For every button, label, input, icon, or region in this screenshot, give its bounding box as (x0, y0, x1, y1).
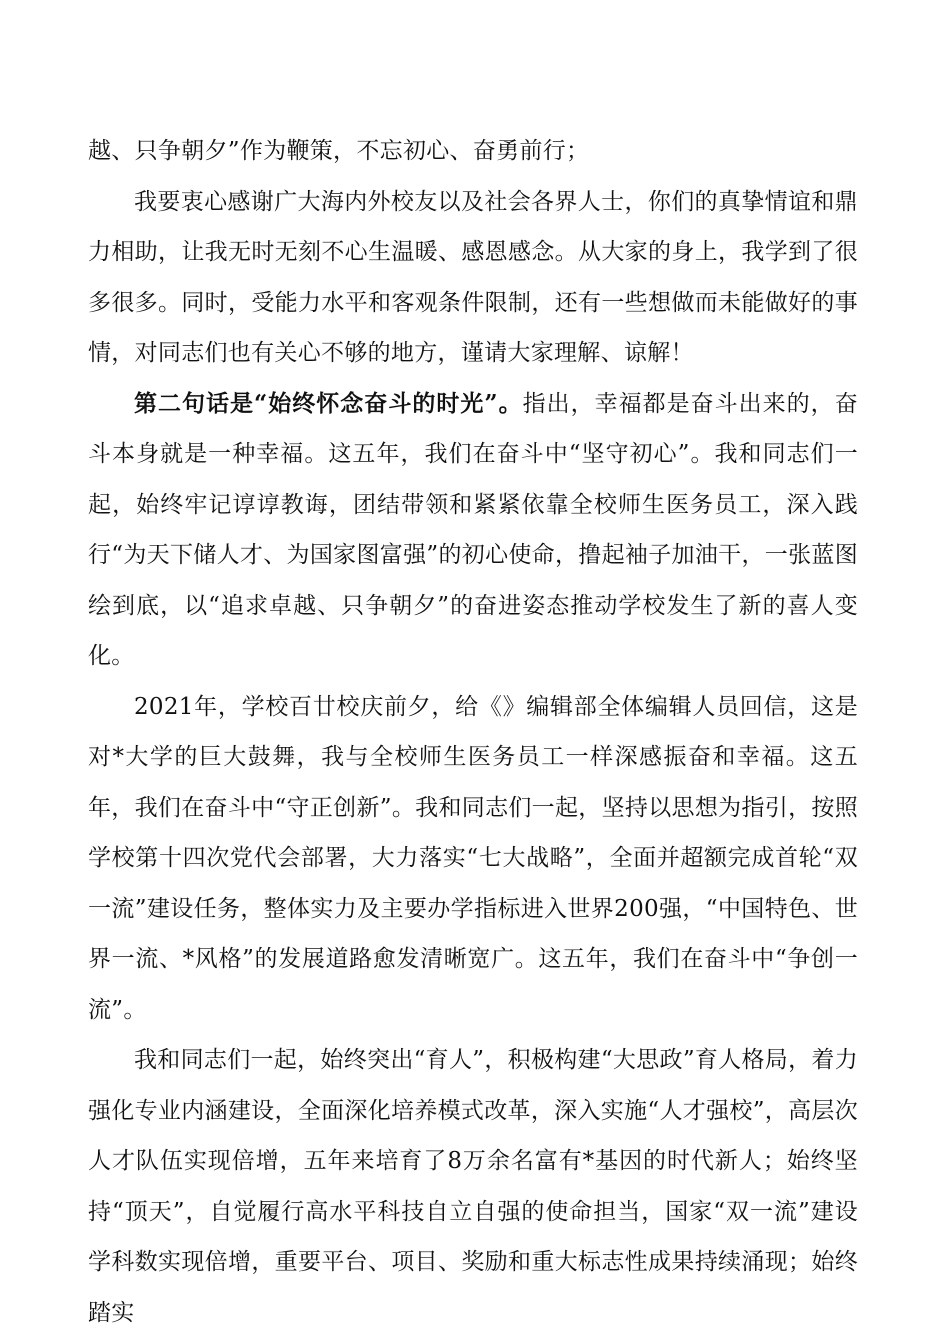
paragraph-heading-lead: 第二句话是“始终怀念奋斗的时光”。 (134, 389, 523, 417)
paragraph-text: 越、只争朝夕”作为鞭策，不忘初心、奋勇前行； (88, 138, 590, 164)
paragraph-education (88, 1035, 858, 1338)
paragraph-second-point (88, 379, 858, 682)
paragraph-text: 指出，幸福都是奋斗出来的，奋斗本身就是一种幸福。这五年，我们在奋斗中“坚守初心”。我和同志们一起，始终牢记谆谆教诲，团结带领和紧紧依靠全校师生医务员工，深入践行“为天下储人才、为国家图富强”的初心使命，撸起袖子加油干，一张蓝图绘到底，以“追求卓越、只争朝夕”的奋进姿态推动学校发生了新的喜人变化。 (88, 390, 858, 669)
document-body (88, 126, 858, 1338)
paragraph-text: 我和同志们一起，始终突出“育人”，积极构建“大思政”育人格局，着力强化专业内涵建设，全面深化培养模式改革，深入实施“人才强校”，高层次人才队伍实现倍增，五年来培育了8万余名富有*基因的时代新人；始终坚持“顶天”，自觉履行高水平科技自立自强的使命担当，国家“双一流”建设学科数实现倍增，重要平台、项目、奖励和重大标志性成果持续涌现；始终踏实 (88, 1047, 858, 1326)
paragraph-2021 (88, 682, 858, 1036)
paragraph-text: 我要衷心感谢广大海内外校友以及社会各界人士，你们的真挚情谊和鼎力相助，让我无时无刻不心生温暖、感恩感念。从大家的身上，我学到了很多很多。同时，受能力水平和客观条件限制，还有一些想做而未能做好的事情，对同志们也有关心不够的地方，谨请大家理解、谅解！ (88, 188, 858, 366)
paragraph-text: 2021年，学校百廿校庆前夕，给《》编辑部全体编辑人员回信，这是对*大学的巨大鼓舞，我与全校师生医务员工一样深感振奋和幸福。这五年，我们在奋斗中“守正创新”。我和同志们一起，坚持以思想为指引，按照学校第十四次党代会部署，大力落实“七大战略”，全面并超额完成首轮“双一流”建设任务，整体实力及主要办学指标进入世界200强，“中国特色、世界一流、*风格”的发展道路愈发清晰宽广。这五年，我们在奋斗中“争创一流”。 (88, 693, 858, 1023)
paragraph-thanks (88, 177, 858, 379)
paragraph-continuation (88, 126, 858, 177)
